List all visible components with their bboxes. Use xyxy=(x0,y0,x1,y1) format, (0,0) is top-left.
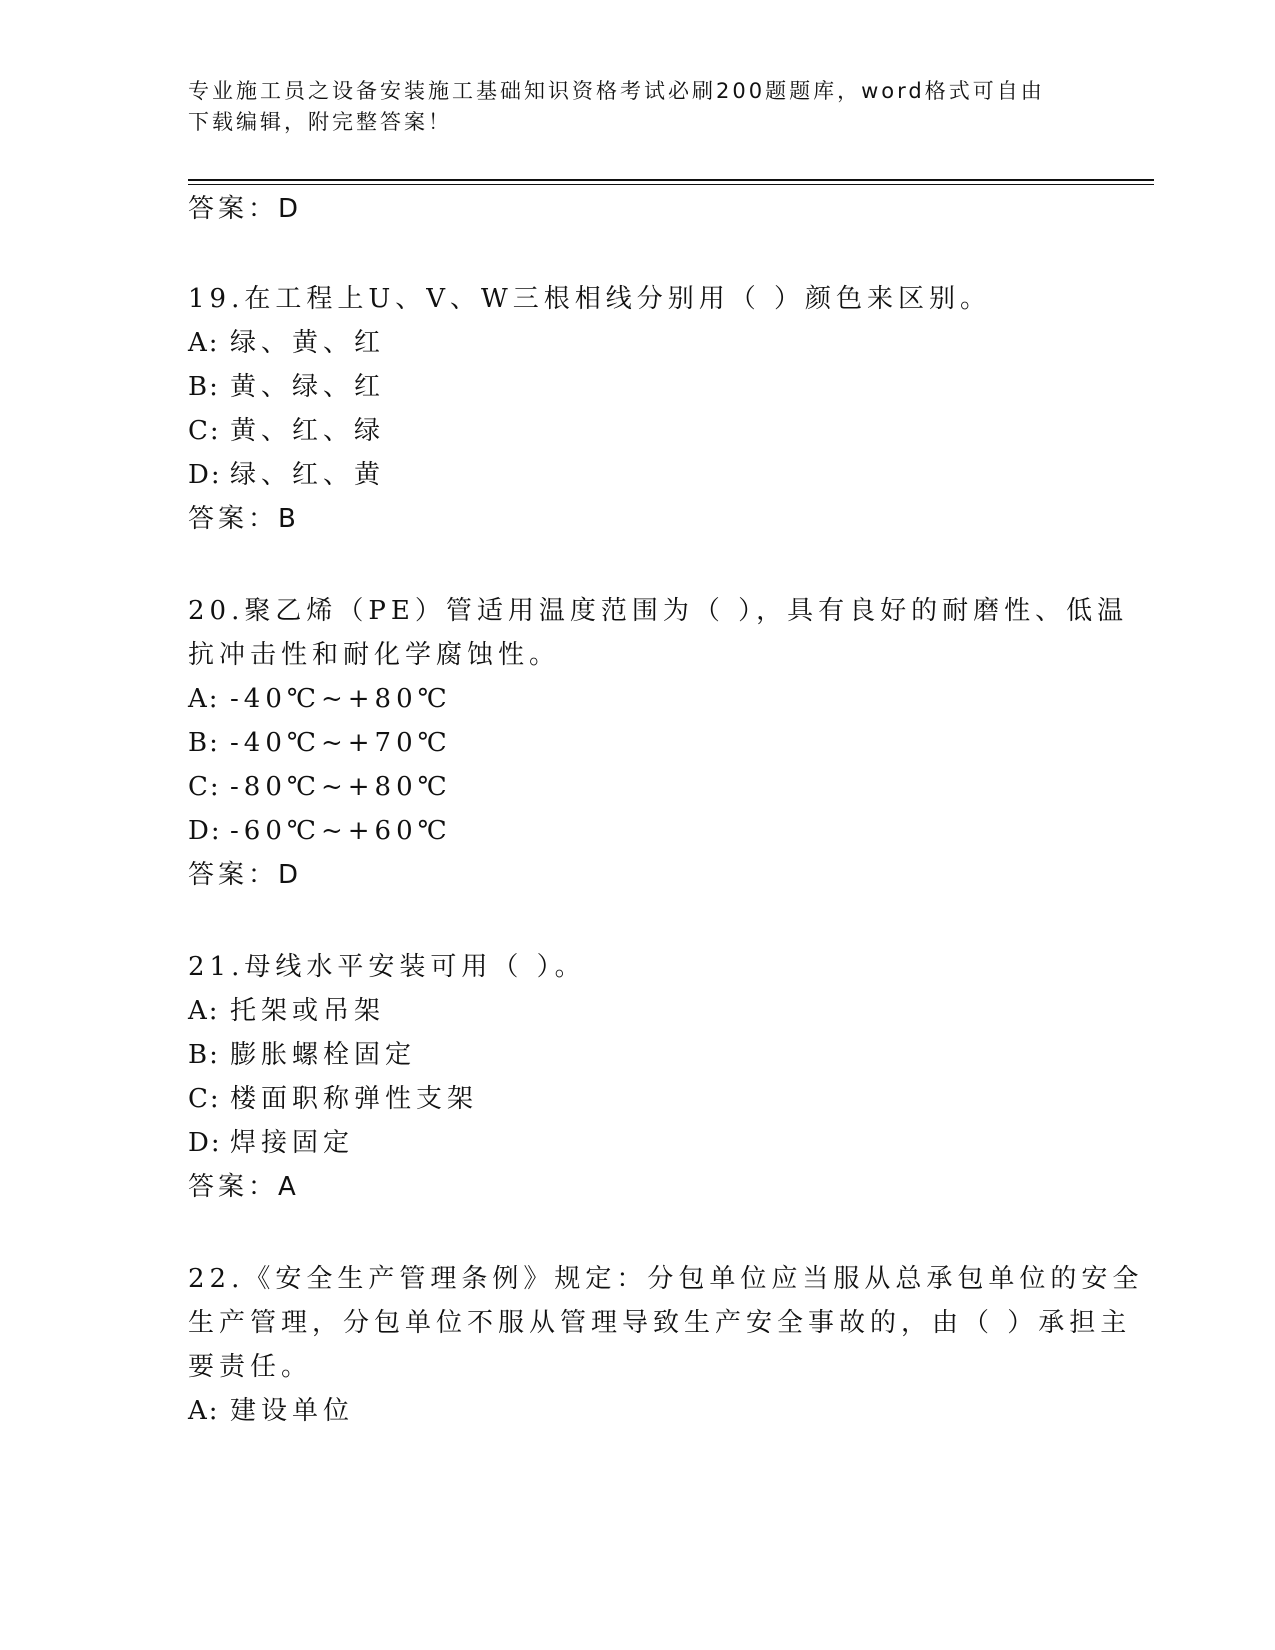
header-rule-thin xyxy=(188,184,1154,185)
option-key: D: xyxy=(188,460,222,490)
question-19-stem: 19.在工程上U、V、W三根相线分别用（ ）颜色来区别。 xyxy=(188,284,992,314)
question-20-option-c xyxy=(188,770,452,804)
question-21-option-c xyxy=(188,1082,478,1116)
option-key: B: xyxy=(188,1040,220,1070)
question-21-answer: 答案：A xyxy=(188,1172,300,1202)
option-text: 绿、黄、红 xyxy=(230,328,386,358)
option-text: 黄、绿、红 xyxy=(230,372,386,402)
option-text: -60℃~+60℃ xyxy=(230,816,452,846)
header-line-2: 下载编辑，附完整答案！ xyxy=(188,110,452,134)
question-22-stem-line-1: 22.《安全生产管理条例》规定：分包单位应当服从总承包单位的安全 xyxy=(188,1264,1144,1294)
option-text: 建设单位 xyxy=(230,1396,355,1426)
question-21-option-a xyxy=(188,994,385,1028)
option-text: -40℃~+80℃ xyxy=(230,684,452,714)
question-20-option-b xyxy=(188,726,452,760)
question-22-option-a xyxy=(188,1394,354,1428)
option-text: 楼面职称弹性支架 xyxy=(230,1084,479,1114)
option-key: B: xyxy=(188,372,220,402)
option-key: A: xyxy=(188,1396,220,1426)
question-21-stem: 21.母线水平安装可用（ ）。 xyxy=(188,952,586,982)
question-20-stem-line-1: 20.聚乙烯（PE）管适用温度范围为（ ），具有良好的耐磨性、低温 xyxy=(188,596,1129,626)
question-20-stem-line-2: 抗冲击性和耐化学腐蚀性。 xyxy=(188,640,561,670)
question-22-stem-line-3: 要责任。 xyxy=(188,1352,313,1382)
option-key: A: xyxy=(188,328,220,358)
option-key: C: xyxy=(188,416,221,446)
question-21-option-b xyxy=(188,1038,416,1072)
question-19-option-a xyxy=(188,326,385,360)
option-key: D: xyxy=(188,1128,222,1158)
question-22-stem-line-2: 生产管理，分包单位不服从管理导致生产安全事故的，由（ ）承担主 xyxy=(188,1308,1132,1338)
option-text: 焊接固定 xyxy=(230,1128,355,1158)
answer-prev: 答案：D xyxy=(188,194,303,224)
option-text: 黄、红、绿 xyxy=(230,416,386,446)
page-header xyxy=(188,76,1068,138)
option-key: C: xyxy=(188,1084,221,1114)
option-key: A: xyxy=(188,684,220,714)
option-text: 托架或吊架 xyxy=(230,996,386,1026)
question-19-option-b xyxy=(188,370,385,404)
question-19-option-c xyxy=(188,414,385,448)
header-line-1: 专业施工员之设备安装施工基础知识资格考试必刷200题题库，word格式可自由 xyxy=(188,79,1045,103)
option-text: 绿、红、黄 xyxy=(230,460,386,490)
header-rule-thick xyxy=(188,179,1154,181)
option-text: 膨胀螺栓固定 xyxy=(230,1040,417,1070)
option-key: C: xyxy=(188,772,221,802)
option-text: -80℃~+80℃ xyxy=(230,772,452,802)
option-text: -40℃~+70℃ xyxy=(230,728,452,758)
question-19-option-d xyxy=(188,458,385,492)
option-key: B: xyxy=(188,728,220,758)
option-key: A: xyxy=(188,996,220,1026)
option-key: D: xyxy=(188,816,222,846)
question-20-option-d xyxy=(188,814,452,848)
question-20-option-a xyxy=(188,682,452,716)
question-21-option-d xyxy=(188,1126,354,1160)
question-19-answer: 答案：B xyxy=(188,504,300,534)
question-20-answer: 答案：D xyxy=(188,860,303,890)
